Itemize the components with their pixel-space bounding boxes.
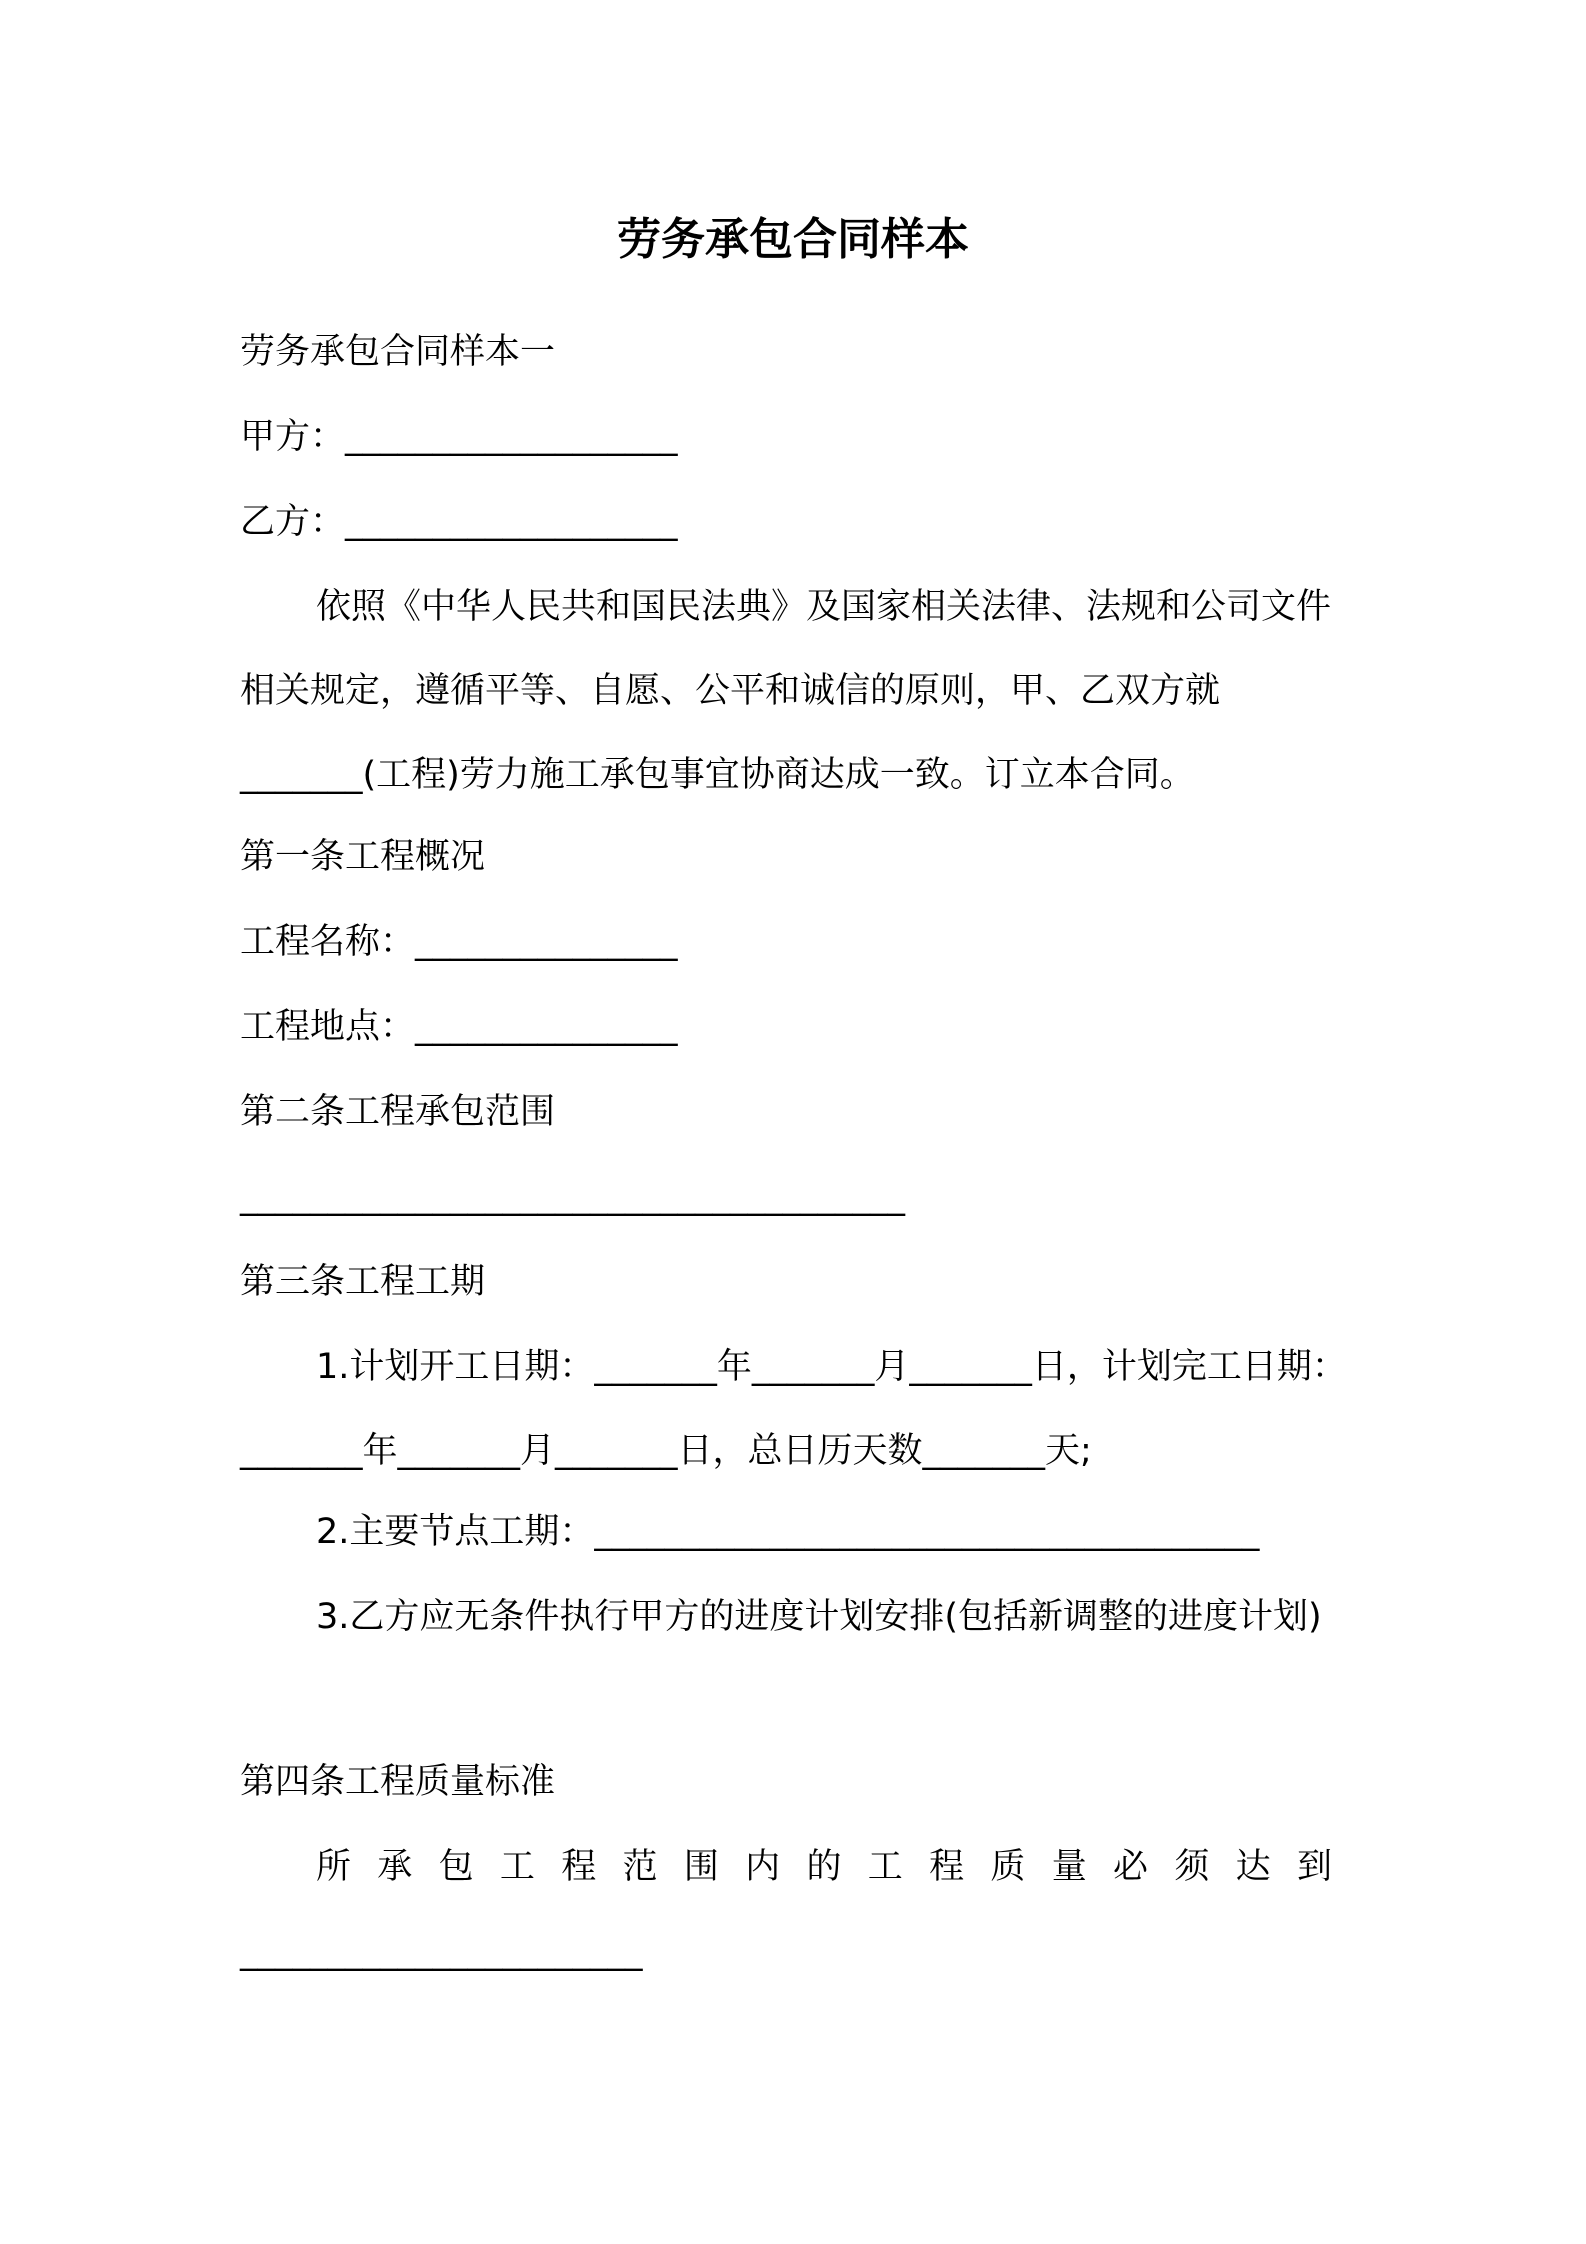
project-location-line: 工程地点：_______________ [240,1007,678,1047]
party-a-line: 甲方：___________________ [240,417,678,457]
article-3-item-3: 3.乙方应无条件执行甲方的进度计划安排(包括新调整的进度计划) [316,1597,1322,1637]
project-name-line: 工程名称：_______________ [240,922,678,962]
article-4-heading: 第四条工程质量标准 [240,1762,556,1802]
document-title: 劳务承包合同样本 [617,214,969,265]
intro-paragraph: 依照《中华人民共和国民法典》及国家相关法律、法规和公司文件相关规定，遵循平等、自愿、公平和诚信的原则，甲、乙双方就_______(工程)劳力施工承包事宜协商达成一致。订立本合同。 [240,587,1332,795]
article-3-item-2: 2.主要节点工期：______________________________________ [316,1512,1260,1552]
article-2-heading: 第二条工程承包范围 [240,1092,556,1132]
article-1-heading: 第一条工程概况 [240,837,486,877]
party-b-line: 乙方：___________________ [240,502,678,542]
article-3-heading: 第三条工程工期 [240,1262,486,1302]
article-2-blank: ______________________________________ [240,1177,905,1217]
article-4-text: 所承包工程范围内的工程质量必须达到 [316,1847,1350,1887]
article-4-blank: _______________________ [240,1932,643,1972]
article-3-item-1: 1.计划开工日期：_______年_______月_______日，计划完工日期：_______年_______月_______日，总日历天数_______天; [240,1347,1347,1471]
document-subtitle: 劳务承包合同样本一 [240,332,556,372]
